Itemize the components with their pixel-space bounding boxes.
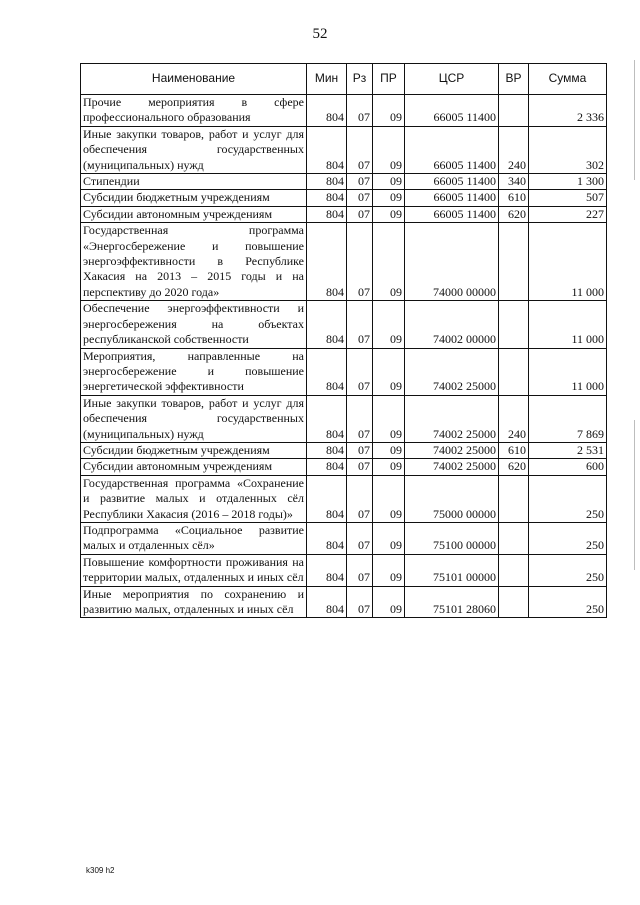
- row-sum: 302: [529, 126, 607, 173]
- row-pr: 09: [373, 459, 405, 475]
- row-rz: 07: [347, 442, 373, 458]
- row-pr: 09: [373, 190, 405, 206]
- scan-edge-mark: [634, 420, 635, 570]
- row-rz: 07: [347, 554, 373, 586]
- row-sum: 250: [529, 554, 607, 586]
- row-csr: 75101 28060: [405, 586, 499, 618]
- row-min: 804: [307, 348, 347, 395]
- row-csr: 74002 25000: [405, 395, 499, 442]
- row-min: 804: [307, 442, 347, 458]
- table-row: [81, 442, 607, 458]
- row-min: 804: [307, 459, 347, 475]
- row-rz: 07: [347, 459, 373, 475]
- row-csr: 66005 11400: [405, 174, 499, 190]
- row-csr: 75100 00000: [405, 522, 499, 554]
- row-min: 804: [307, 554, 347, 586]
- row-vr: 610: [499, 190, 529, 206]
- row-vr: 620: [499, 459, 529, 475]
- row-csr: 75000 00000: [405, 475, 499, 522]
- footer-code: k309 h2: [86, 866, 115, 875]
- table-header-row: [81, 64, 607, 95]
- table-row: [81, 223, 607, 301]
- table-row: [81, 174, 607, 190]
- row-pr: 09: [373, 126, 405, 173]
- row-rz: 07: [347, 206, 373, 222]
- row-rz: 07: [347, 475, 373, 522]
- row-name: Прочие мероприятия в сфере профессионального образования: [81, 95, 307, 127]
- row-min: 804: [307, 395, 347, 442]
- header-vr: ВР: [499, 64, 529, 95]
- row-name: Субсидии автономным учреждениям: [81, 206, 307, 222]
- row-pr: 09: [373, 95, 405, 127]
- row-csr: 74002 25000: [405, 348, 499, 395]
- row-name: Субсидии бюджетным учреждениям: [81, 190, 307, 206]
- row-rz: 07: [347, 126, 373, 173]
- row-vr: [499, 475, 529, 522]
- row-sum: 11 000: [529, 301, 607, 348]
- row-vr: [499, 554, 529, 586]
- row-sum: 227: [529, 206, 607, 222]
- row-sum: 7 869: [529, 395, 607, 442]
- row-name: Государственная программа «Сохранение и развитие малых и отдаленных сёл Республики Хакасия (2016 – 2018 годы)»: [81, 475, 307, 522]
- row-csr: 66005 11400: [405, 206, 499, 222]
- row-csr: 66005 11400: [405, 95, 499, 127]
- row-csr: 75101 00000: [405, 554, 499, 586]
- row-vr: 240: [499, 395, 529, 442]
- row-rz: 07: [347, 301, 373, 348]
- row-pr: 09: [373, 395, 405, 442]
- row-name: Мероприятия, направленные на энергосбережение и повышение энергетической эффективности: [81, 348, 307, 395]
- row-sum: 2 531: [529, 442, 607, 458]
- row-sum: 600: [529, 459, 607, 475]
- table-row: [81, 348, 607, 395]
- row-sum: 1 300: [529, 174, 607, 190]
- row-name: Иные закупки товаров, работ и услуг для обеспечения государственных (муниципальных) нужд: [81, 126, 307, 173]
- row-sum: 250: [529, 586, 607, 618]
- row-vr: [499, 301, 529, 348]
- row-min: 804: [307, 190, 347, 206]
- table-row: [81, 301, 607, 348]
- table-row: [81, 554, 607, 586]
- row-name: Субсидии автономным учреждениям: [81, 459, 307, 475]
- row-name: Подпрограмма «Социальное развитие малых и отдаленных сёл»: [81, 522, 307, 554]
- row-vr: 340: [499, 174, 529, 190]
- row-min: 804: [307, 522, 347, 554]
- row-min: 804: [307, 301, 347, 348]
- row-name: Повышение комфортности проживания на территории малых, отдаленных и иных сёл: [81, 554, 307, 586]
- row-vr: [499, 348, 529, 395]
- row-sum: 250: [529, 522, 607, 554]
- row-pr: 09: [373, 586, 405, 618]
- row-min: 804: [307, 95, 347, 127]
- row-rz: 07: [347, 348, 373, 395]
- row-min: 804: [307, 174, 347, 190]
- row-vr: [499, 223, 529, 301]
- row-min: 804: [307, 206, 347, 222]
- row-csr: 74002 25000: [405, 459, 499, 475]
- row-rz: 07: [347, 395, 373, 442]
- header-min: Мин: [307, 64, 347, 95]
- row-pr: 09: [373, 301, 405, 348]
- row-csr: 74002 00000: [405, 301, 499, 348]
- row-csr: 74002 25000: [405, 442, 499, 458]
- row-pr: 09: [373, 174, 405, 190]
- table-row: [81, 126, 607, 173]
- row-rz: 07: [347, 95, 373, 127]
- row-csr: 74000 00000: [405, 223, 499, 301]
- row-rz: 07: [347, 223, 373, 301]
- table-row: [81, 522, 607, 554]
- row-pr: 09: [373, 442, 405, 458]
- row-vr: [499, 586, 529, 618]
- table-row: [81, 395, 607, 442]
- row-name: Иные закупки товаров, работ и услуг для обеспечения государственных (муниципальных) нужд: [81, 395, 307, 442]
- row-pr: 09: [373, 522, 405, 554]
- table-row: [81, 190, 607, 206]
- row-rz: 07: [347, 586, 373, 618]
- header-name: Наименование: [81, 64, 307, 95]
- row-vr: [499, 522, 529, 554]
- row-sum: 11 000: [529, 348, 607, 395]
- row-pr: 09: [373, 348, 405, 395]
- row-csr: 66005 11400: [405, 190, 499, 206]
- table-row: [81, 475, 607, 522]
- budget-table: [80, 63, 607, 618]
- header-csr: ЦСР: [405, 64, 499, 95]
- row-pr: 09: [373, 475, 405, 522]
- row-min: 804: [307, 475, 347, 522]
- row-sum: 11 000: [529, 223, 607, 301]
- row-sum: 2 336: [529, 95, 607, 127]
- row-min: 804: [307, 586, 347, 618]
- header-sum: Сумма: [529, 64, 607, 95]
- row-pr: 09: [373, 554, 405, 586]
- row-rz: 07: [347, 522, 373, 554]
- row-name: Субсидии бюджетным учреждениям: [81, 442, 307, 458]
- row-vr: 610: [499, 442, 529, 458]
- page-number: 52: [312, 26, 328, 42]
- row-name: Иные мероприятия по сохранению и развитию малых, отдаленных и иных сёл: [81, 586, 307, 618]
- table-row: [81, 206, 607, 222]
- header-pr: ПР: [373, 64, 405, 95]
- table-row: [81, 459, 607, 475]
- row-pr: 09: [373, 206, 405, 222]
- table-row: [81, 586, 607, 618]
- row-rz: 07: [347, 174, 373, 190]
- row-vr: 240: [499, 126, 529, 173]
- row-name: Стипендии: [81, 174, 307, 190]
- table-row: [81, 95, 607, 127]
- row-name: Государственная программа «Энергосбережение и повышение энергоэффективности в Республике Хакасия на 2013 – 2015 годы и на перспективу до 2020 года»: [81, 223, 307, 301]
- row-csr: 66005 11400: [405, 126, 499, 173]
- row-pr: 09: [373, 223, 405, 301]
- row-vr: 620: [499, 206, 529, 222]
- row-sum: 250: [529, 475, 607, 522]
- row-min: 804: [307, 126, 347, 173]
- scan-edge-mark: [634, 60, 635, 180]
- row-name: Обеспечение энергоэффективности и энергосбережения на объектах республиканской собственности: [81, 301, 307, 348]
- row-sum: 507: [529, 190, 607, 206]
- header-rz: Рз: [347, 64, 373, 95]
- row-min: 804: [307, 223, 347, 301]
- row-rz: 07: [347, 190, 373, 206]
- row-vr: [499, 95, 529, 127]
